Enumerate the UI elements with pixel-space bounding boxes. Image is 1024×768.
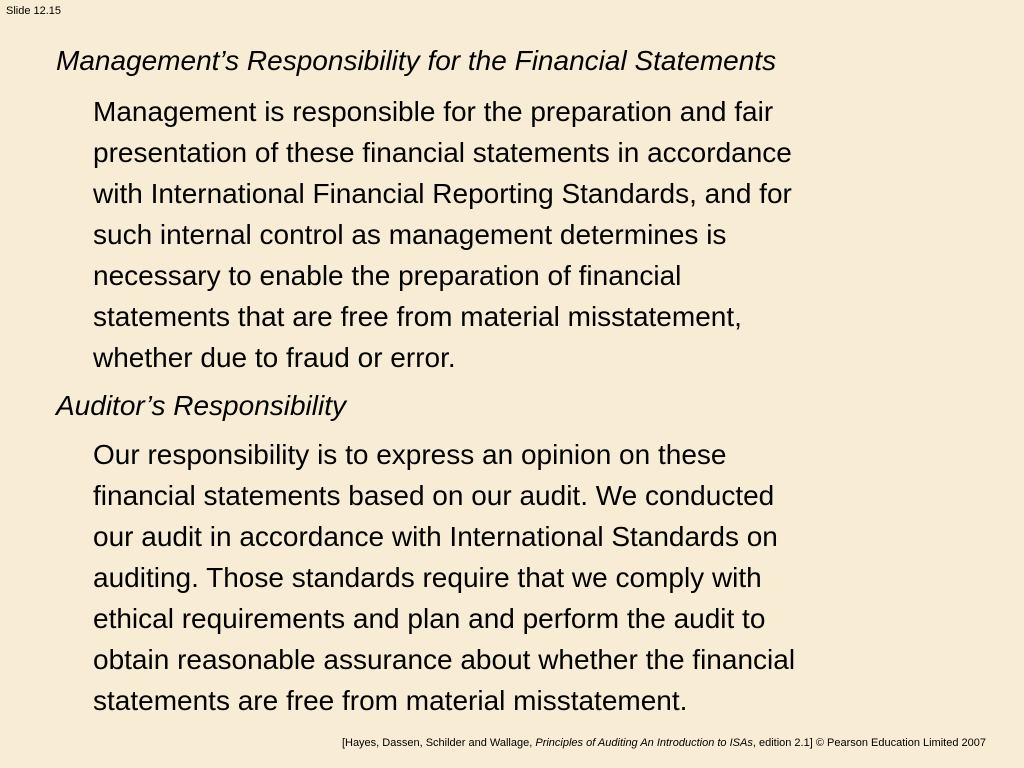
source-citation xyxy=(342,737,986,750)
paragraph-line: presentation of these financial statements in accordance xyxy=(93,137,792,168)
paragraph-line: Management is responsible for the preparation and fair xyxy=(93,96,774,127)
auditor-responsibility-paragraph xyxy=(93,434,973,721)
citation-book-title: Principles of Auditing An Introduction to ISAs xyxy=(535,737,753,749)
section-heading-auditor-responsibility: Auditor’s Responsibility xyxy=(56,390,346,421)
paragraph-line: necessary to enable the preparation of financial xyxy=(93,260,682,291)
paragraph-line: obtain reasonable assurance about whether the financial xyxy=(93,644,796,675)
paragraph-line: with International Financial Reporting Standards, and for xyxy=(93,178,792,209)
paragraph-line: statements are free from material misstatement. xyxy=(93,685,688,716)
paragraph-line: Our responsibility is to express an opinion on these xyxy=(93,439,727,470)
citation-suffix: , edition 2.1] © Pearson Education Limited 2007 xyxy=(752,737,986,749)
citation-prefix: [Hayes, Dassen, Schilder and Wallage, xyxy=(341,737,536,749)
paragraph-line: auditing. Those standards require that we comply with xyxy=(93,562,762,593)
paragraph-line: financial statements based on our audit. We conducted xyxy=(93,480,775,511)
management-responsibility-paragraph xyxy=(93,91,973,378)
paragraph-line: such internal control as management determines is xyxy=(93,219,727,250)
paragraph-line: statements that are free from material misstatement, xyxy=(93,301,742,332)
paragraph-line: whether due to fraud or error. xyxy=(93,342,456,373)
paragraph-line: our audit in accordance with International Standards on xyxy=(93,521,778,552)
slide-number: Slide 12.15 xyxy=(6,5,62,17)
paragraph-line: ethical requirements and plan and perform the audit to xyxy=(93,603,766,634)
section-heading-management-responsibility: Management’s Responsibility for the Financial Statements xyxy=(56,45,777,76)
